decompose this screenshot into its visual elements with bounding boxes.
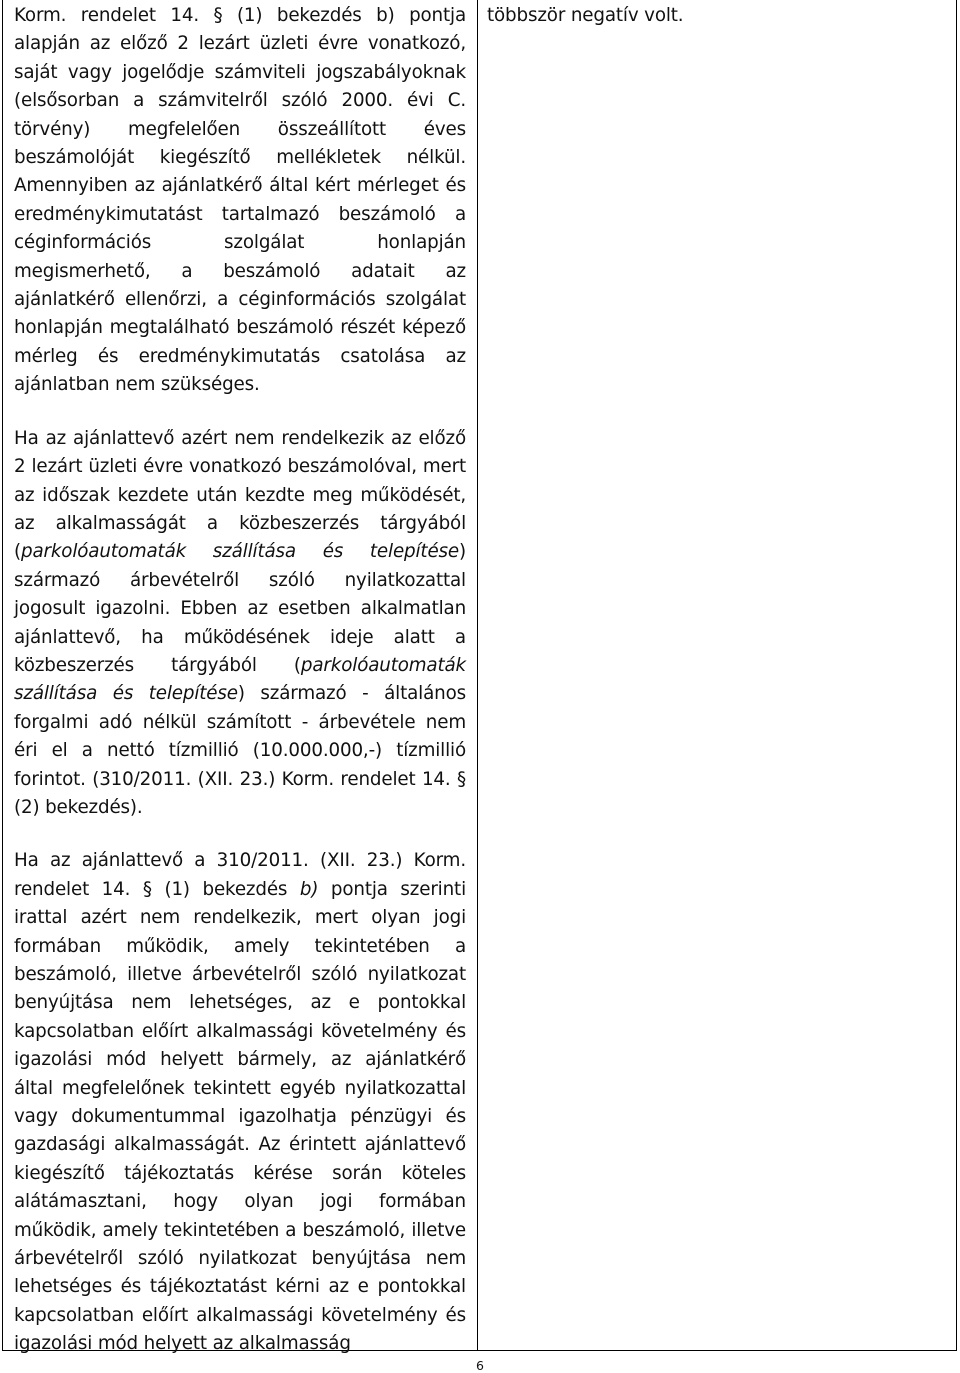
paragraph-2-text-c: ) származó - általános forgalmi adó nélkül számított - árbevétele nem éri el a nettó tízmillió (10.000.000,-) tízmillió forintot. (310/2011. (XII. 23.) Korm. rendelet 14. § (2) bekezdés). — [14, 683, 466, 818]
paragraph-2-text-a: Ha az ajánlattevő azért nem rendelkezik az előző 2 lezárt üzleti évre vonatkozó beszámolóval, mert az időszak kezdete után kezdte meg működését, az alkalmasságát a közbeszerzés tárgyából ( — [14, 427, 466, 563]
paragraph-3-text-a: Ha az ajánlattevő a 310/2011. (XII. 23.) Korm. rendelet 14. § (1) bekezdés — [14, 850, 466, 900]
right-column-text: többször negatív volt. — [487, 5, 684, 26]
paragraph-3-text-b: pontja szerinti irattal azért nem rendelkezik, mert olyan jogi formában működik, amely tekintetében a beszámoló, illetve árbevételről szóló nyilatkozat benyújtása nem lehetséges, az e pontokkal kapcsolatban előírt alkalmassági követelmény és igazolási mód helyett bármely, az ajánlatkérő által megfelelőnek tekintett egyéb nyilatkozattal vagy dokumentummal igazolhatja pénzügyi és gazdasági alkalmasságát. Az érintett ajánlattevő kiegészítő tájékoztatás kérése során köteles alátámasztani, hogy olyan jogi formában működik, amely tekintetében a beszámoló, illetve árbevételről szóló nyilatkozat benyújtása nem lehetséges és tájékoztatást kérni az e pontokkal kapcsolatban előírt alkalmassági követelmény és igazolási mód helyett az alkalmasság — [14, 878, 466, 1355]
left-column — [14, 2, 466, 1359]
paragraph-3-italic: b) — [299, 878, 319, 900]
paragraph-3 — [14, 847, 466, 1358]
right-column — [487, 2, 947, 30]
paragraph-2-italic-1: parkolóautomaták szállítása és telepítése — [20, 541, 460, 563]
paragraph-2 — [14, 425, 466, 823]
paragraph-1: Korm. rendelet 14. § (1) bekezdés b) pontja alapján az előző 2 lezárt üzleti évre vonatkozó, saját vagy jogelődje számviteli jogszabályoknak (elsősorban a számvitelről szóló 2000. évi C. törvény) megfelelően összeállított éves beszámolóját kiegészítő mellékletek nélkül. Amennyiben az ajánlatkérő által kért mérleget és eredménykimutatást tartalmazó beszámoló a céginformációs szolgálat honlapján megismerhető, a beszámoló adatait az ajánlatkérő ellenőrzi, a céginformációs szolgálat honlapján megtalálható beszámoló részét képező mérleg és eredménykimutatás csatolása az ajánlatban nem szükséges. — [14, 5, 466, 396]
paragraph-2-text-b: ) származó árbevételről szóló nyilatkozattal jogosult igazolni. Ebben az esetben alkalmatlan ajánlattevő, ha működésének ideje alatt a közbeszerzés tárgyából ( — [14, 541, 466, 676]
page-number: 6 — [476, 1358, 484, 1373]
paragraph-2-italic-2: parkolóautomaták szállítása és telepítése — [14, 654, 466, 705]
column-divider — [477, 0, 478, 1351]
